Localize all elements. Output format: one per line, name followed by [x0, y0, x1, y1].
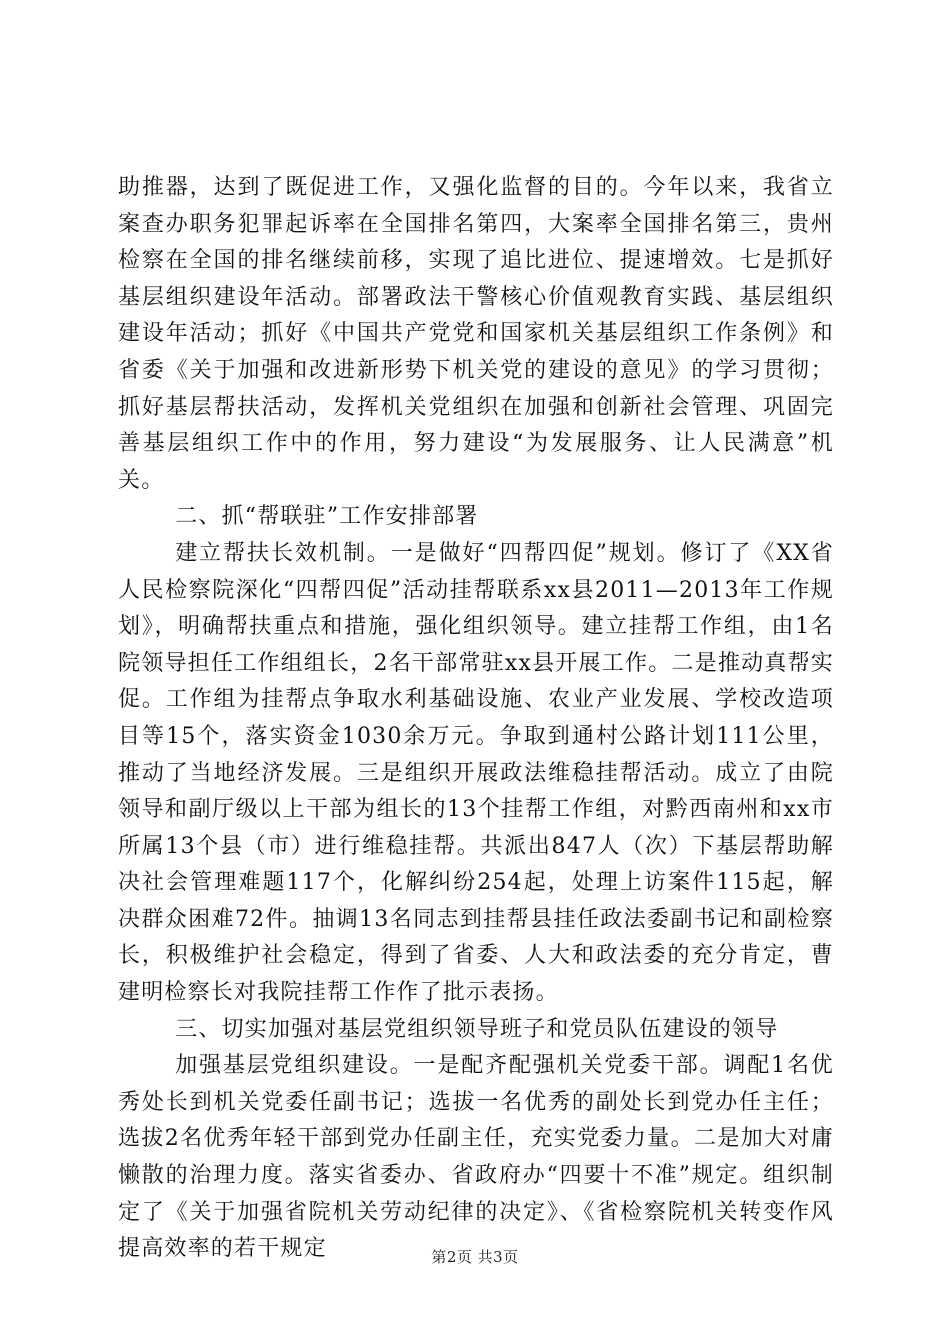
paragraph-section-2: 建立帮扶长效机制。一是做好“四帮四促”规划。修订了《XX省人民检察院深化“四帮四促”活动挂帮联系xx县2011—2013年工作规划》，明确帮扶重点和措施，强化组织领导。建立挂帮工作组，由1名院领导担任工作组组长，2名干部常驻xx县开展工作。二是推动真帮实促。工作组为挂帮点争取水利基础设施、农业产业发展、学校改造项目等15个，落实资金1030余万元。争取到通村公路计划111公里，推动了当地经济发展。三是组织开展政法维稳挂帮活动。成立了由院领导和副厅级以上干部为组长的13个挂帮工作组，对黔西南州和xx市所属13个县（市）进行维稳挂帮。共派出847人（次）下基层帮助解决社会管理难题117个，化解纠纷254起，处理上访案件115起，解决群众困难72件。抽调13名同志到挂帮县挂任政法委副书记和副检察长，积极维护社会稳定，得到了省委、人大和政法委的充分肯定，曹建明检察长对我院挂帮工作作了批示表扬。	[118, 540, 834, 1006]
page-footer: 第2页 共3页	[431, 1248, 519, 1266]
section-heading-3: 三、切实加强对基层党组织领导班子和党员队伍建设的领导	[175, 1016, 779, 1042]
paragraph-section-3: 加强基层党组织建设。一是配齐配强机关党委干部。调配1名优秀处长到机关党委任副书记；选拔一名优秀的副处长到党办任主任；选拔2名优秀年轻干部到党办任副主任，充实党委力量。二是加大对庸懒散的治理力度。落实省委办、省政府办“四要十不准”规定。组织制定了《关于加强省院机关劳动纪律的决定》、《省检察院机关转变作风提高效率的若干规定	[118, 1053, 834, 1262]
section-heading-2: 二、抓“帮联驻”工作安排部署	[175, 504, 479, 530]
document-body	[118, 170, 834, 1268]
paragraph-continuation: 助推器，达到了既促进工作，又强化监督的目的。今年以来，我省立案查办职务犯罪起诉率在全国排名第四，大案率全国排名第三，贵州检察在全国的排名继续前移，实现了追比进位、提速增效。七是抓好基层组织建设年活动。部署政法干警核心价值观教育实践、基层组织建设年活动；抓好《中国共产党党和国家机关基层组织工作条例》和省委《关于加强和改进新形势下机关党的建设的意见》的学习贯彻；抓好基层帮扶活动，发挥机关党组织在加强和创新社会管理、巩固完善基层组织工作中的作用，努力建设“为发展服务、让人民满意”机关。	[118, 175, 834, 493]
